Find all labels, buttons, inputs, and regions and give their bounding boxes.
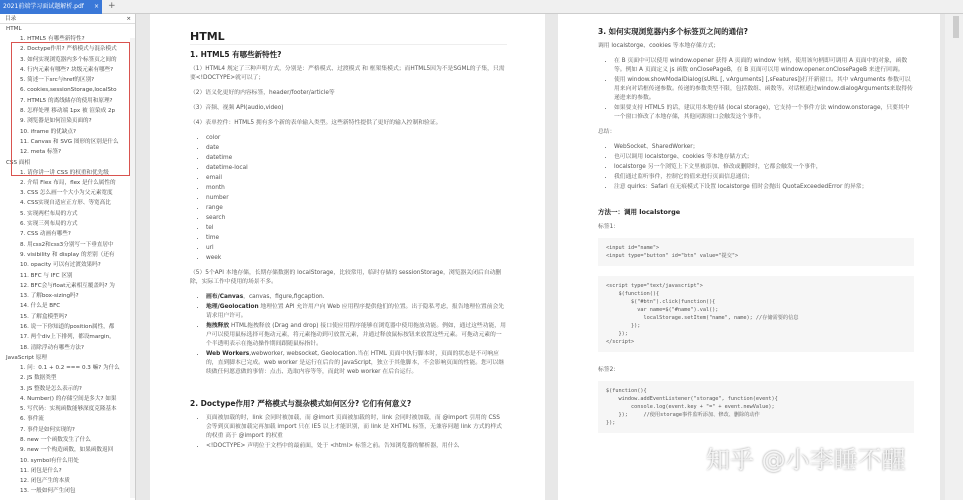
api-desc: 地理位置 API 允许用户向 Web 应用程序提供他们的位置。出于隐私考虑，报告地理位置前会先请求用户许可。 [206, 304, 505, 319]
api-desc: ,webworker, websocket, Geolocation.当在 HTML 页面中执行脚本时，页面的状态是不可响应的，直到脚本已完成。web worker 是运行在后台的 JavaScript，独立于其他脚本，不会影响页面的性能。您可以继续做任何愿意做的事情：点击、选取内容等等，而此时 web worker 在后台运行。 [206, 351, 505, 375]
outline-header [0, 14, 135, 24]
list-item: • search [206, 214, 507, 223]
tab-bar [0, 0, 963, 14]
outline-item[interactable]: 6. 实现三列布局的方式 [20, 221, 78, 228]
label: 标签2： [598, 367, 620, 373]
outline-item[interactable]: 8. 用css2和css3分别写一下垂直居中 [20, 241, 114, 248]
method-list [614, 57, 914, 122]
outline-item[interactable]: 17. 两个div上下排列，都设margin， [20, 334, 115, 341]
outline-item[interactable]: 9. 浏览器是如何渲染页面的? [20, 118, 92, 125]
page-heading: HTML [190, 32, 507, 45]
input-types-list [206, 134, 507, 263]
outline-item[interactable]: 2. Doctype作用? 严格模式与混杂模式 [20, 46, 117, 53]
outline-item[interactable]: 3. 如何实现浏览器内多个标签页之间的 [20, 56, 117, 63]
page-scrollbar[interactable] [945, 14, 963, 500]
list-item: • 在 B 页面中可以使用 window.opener 获得 A 页面的 window 句柄，使用该句柄即可调用 A 页面中的对象，函数等。例如 A 页面定义 js 函数 onClosePageB，在 B 页面可以用 window.opener.onClosePageB 来进行回调。 [614, 57, 914, 75]
list-item: • month [206, 184, 507, 193]
code-block: $(function(){ window.addEventListener("storage", function(event){ console.log(event.key + "=" + event.newValue); }); //使用storage事件监听添加、修改、删除的动作 }); [598, 381, 914, 433]
outline-item[interactable]: 10. opacity 可以有过渡效果吗? [20, 262, 101, 269]
method-heading: 方法一：调用 localstorge [598, 208, 681, 216]
scroll-thumb[interactable] [953, 16, 959, 38]
list-item: • WebSocket、SharedWorker； [614, 143, 914, 152]
outline-item[interactable]: 4. 行内元素有哪些? 块级元素有哪些? [20, 66, 114, 73]
outline-item[interactable]: 12. BFC会与float元素相互覆盖吗? 为 [20, 282, 115, 289]
list-item: • url [206, 244, 507, 253]
summary-list [614, 143, 914, 192]
list-item: • number [206, 194, 507, 203]
paragraph: 总结： [598, 129, 616, 135]
api-name: Web Workers [206, 351, 250, 357]
list-item [206, 350, 507, 377]
outline-item[interactable]: 9. new 一个构造函数，如果函数返回 [20, 447, 114, 454]
outline-item[interactable]: 5. 实现两栏布局的方式 [20, 210, 78, 217]
outline-item[interactable]: 1. HTML5 有哪些新特性? [20, 36, 85, 42]
tab-title: 2021前端学习面试题解析.pdf [3, 3, 84, 10]
list-item: • datetime [206, 154, 507, 163]
list-item [206, 293, 507, 302]
pdf-page-left [150, 14, 545, 500]
paragraph: （2）语义化更好的内容标签，header/footer/article等 [190, 90, 335, 96]
outline-item[interactable]: 9. visibility 和 display 的差别（还有 [20, 251, 115, 258]
list-item [206, 303, 507, 321]
outline-group[interactable]: HTML [6, 26, 22, 32]
list-item: • 也可以调用 localstorge、cookies 等本地存储方式； [614, 153, 914, 162]
section-heading: 1. HTML5 有哪些新特性? [190, 50, 282, 59]
outline-item[interactable]: 7. CSS 动画有哪些? [20, 231, 71, 238]
outline-item[interactable]: 2. JS 数据类型 [20, 375, 57, 382]
outline-item[interactable]: 3. JS 整数是怎么表示的? [20, 385, 82, 392]
outline-item[interactable]: 13. 一般如何产生闭包 [20, 488, 76, 495]
code-block: <script type="text/javascript"> $(function(){ $("#btn").click(function(){ var name=$("#name").val(); localStorage.setItem("name", name); //存储需要的信息 }); }); </script> [598, 276, 914, 352]
pdf-page-right [558, 14, 940, 500]
section-heading: 3. 如何实现浏览器内多个标签页之间的通信? [598, 27, 749, 36]
outline-sidebar [0, 14, 136, 500]
outline-item[interactable]: 10. iframe 的优缺点? [20, 128, 76, 135]
api-desc: HTML拖拽释放 (Drag and drop) 接口使应用程序能够在浏览器中使用拖放功能。例如，通过这些功能，用户可以使用鼠标选择可拖动元素，将元素拖动到可放置元素，并通过释放鼠标按钮来放置这些元素。可拖动元素的一个半透明表示在拖动操作期间跟随鼠标指针。 [206, 323, 506, 347]
list-item: • tel [206, 224, 507, 233]
list-item: • email [206, 174, 507, 183]
list-item: • range [206, 204, 507, 213]
api-desc: ，canvas、figure,figcaption. [243, 294, 325, 300]
outline-item[interactable]: 6. cookies,sessionStorage,localSto [20, 87, 117, 94]
outline-item[interactable]: 18. 清除浮动有哪些方法? [20, 344, 84, 351]
outline-title: 目录 [5, 16, 17, 22]
outline-item[interactable]: 1. 问：0.1 + 0.2 === 0.3 嘛? 为什么 [20, 364, 120, 371]
watermark: 知乎 @小李睡不醒 [706, 446, 906, 474]
list-item: • 页面被加载的时，link 会同时被加载，而 @imort 页面被加载的时，link 会同时被加载，而 @import 引用的 CSS 会等到页面被加载完再加载 import 只在 IE5 以上才能识别，而 link 是 XHTML 标签，无兼容问题 link 方式的样式的权重 高于 @import 的权重 [206, 414, 507, 441]
paragraph: （1）HTML4 规定了三种声明方式，分别是：严格模式、过渡模式 和 框架集模式；而HTML5因为不是SGML的子集，只需要<!DOCTYPE>就可以了； [190, 66, 505, 81]
list-item: • date [206, 144, 507, 153]
outline-item[interactable]: 1. 请你讲一讲 CSS 的权重和优先级 [20, 169, 109, 176]
api-name: 地理/Geolocation [206, 304, 259, 310]
paragraph: （3）音频、视频 API(audio,video) [190, 105, 284, 111]
outline-item[interactable]: 15. 了解盒模型吗? [20, 313, 68, 320]
outline-item[interactable]: 6. 事件流 [20, 416, 44, 423]
outline-item[interactable]: 10. symbol有什么用处 [20, 457, 79, 464]
outline-item[interactable]: 12. meta 标签? [20, 149, 62, 156]
close-outline-icon[interactable]: × [126, 16, 131, 22]
outline-item[interactable]: 8. 怎样处理 移动端 1px 被 渲染成 2p [20, 108, 116, 115]
outline-group[interactable]: CSS 面相 [6, 159, 30, 166]
api-name: 画布/Canvas [206, 294, 244, 300]
close-tab-icon[interactable]: × [93, 3, 99, 10]
outline-scrollbar[interactable] [130, 38, 135, 498]
paragraph: （5）5个API 本地存储，长期存储数据的 localStorage，比较常用，临时存储的 sessionStorage，浏览器关闭后自动删除，实际工作中使用的场景不多。 [190, 270, 502, 285]
outline-item[interactable]: 12. 闭包产生的本质 [20, 478, 70, 485]
outline-item[interactable]: 7. HTML5 的离线储存的使用和原理? [20, 97, 113, 104]
list-item: • <!DOCTYPE> 声明位于文档中的最前面，处于 <html> 标签之前。告知浏览器的解析器，用什么 [206, 442, 507, 451]
list-item: • week [206, 254, 507, 263]
list-item: • 使用 window.showModalDialog(sURL [, vArguments] [,sFeatures])打开新窗口。其中 vArguments 参数可以用来向对话框传递参数。传递的参数类型不限，包括数组、函数等。对话框通过window.dialogArguments来取得传递进来的参数。 [614, 76, 914, 103]
outline-item[interactable]: 2. 介绍 Flex 布局，flex 是什么属性的 [20, 179, 116, 186]
api-list [206, 293, 507, 377]
outline-item[interactable]: 11. Canvas 和 SVG 图形的区别是什么 [20, 138, 119, 145]
outline-item[interactable]: 13. 了解box-sizing吗? [20, 293, 79, 300]
outline-item[interactable]: 3. CSS 怎么画一个大小为父元素宽度 [20, 190, 113, 197]
outline-item[interactable]: 16. 说一下你知道的position属性，都 [20, 324, 115, 331]
outline-item[interactable]: 5. 简述一下src与href的区别? [20, 77, 95, 84]
outline-item[interactable]: 4. CSS实现自适应正方形、等宽高比 [20, 200, 111, 207]
list-item: • color [206, 134, 507, 143]
list-item: • time [206, 234, 507, 243]
api-name: 拖拽释放 [206, 323, 230, 329]
selection-highlight [11, 42, 130, 176]
list-item: • 注意 quirks：Safari 在无痕模式下设置 localstorge 值时会抛出 QuotaExceededError 的异常； [614, 183, 914, 192]
label: 标签1： [598, 224, 620, 230]
section-heading: 2. Doctype作用? 严格模式与混杂模式如何区分? 它们有何意义? [190, 399, 412, 408]
paragraph: 调用 localstorge、cookies 等本地存储方式； [598, 43, 720, 49]
list-item: • datetime-local [206, 164, 507, 173]
list-item [206, 322, 507, 349]
outline-item[interactable]: 14. 什么是 BFC [20, 303, 61, 310]
outline-item[interactable]: 8. new 一个函数发生了什么 [20, 436, 91, 443]
outline-item[interactable]: 11. 闭包是什么? [20, 467, 62, 474]
paragraph: （4）表单控件：HTML5 拥有多个新的表单输入类型。这些新特性提供了更好的输入控制和验证。 [190, 120, 442, 126]
outline-group[interactable]: JavaScript 原理 [6, 354, 48, 361]
outline-item[interactable]: 11. BFC 与 IFC 区别 [20, 272, 73, 279]
code-block: <input id="name"> <input type="button" id="btn" value="提交"> [598, 238, 914, 266]
new-tab-button[interactable]: + [108, 1, 116, 11]
list-item: • localstorge 另一个浏览上下文里被添加、修改或删除时，它都会触发一个事件， [614, 163, 914, 172]
outline-item[interactable]: 7. 事件是如何实现的? [20, 426, 75, 433]
list-item: • 如果要支持 HTML5 的话，建议用本地存储 (local storage)，它支持一个事件方法 window.onstorage，只要其中一个窗口修改了本地存储，其他同源窗口会触发这个事件。 [614, 104, 914, 122]
list-item: • 我们通过监听事件，控制它的值来进行页面信息通信； [614, 173, 914, 182]
outline-item[interactable]: 5. 写代码：实现函数能够深度克隆基本 [20, 406, 117, 413]
outline-item[interactable]: 4. Number() 的存储空间是多大? 如果 [20, 395, 117, 402]
document-tab[interactable] [0, 0, 102, 14]
